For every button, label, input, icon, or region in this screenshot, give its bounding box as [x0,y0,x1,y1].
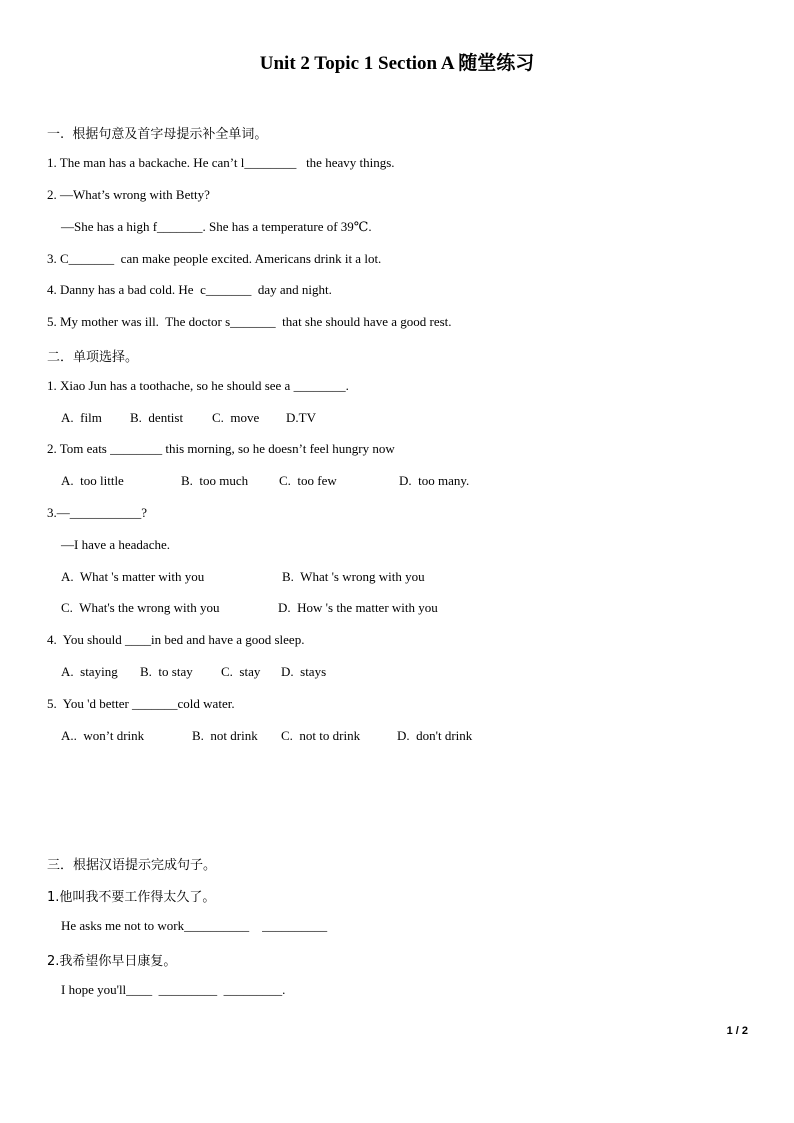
page-title: Unit 2 Topic 1 Section A 随堂练习 [259,53,535,74]
s2-q1-option-c: C. move [212,410,260,425]
s2-q3-option-d: D. How 's the matter with you [278,600,438,615]
s2-q1-option-d: D.TV [286,410,316,425]
s2-q5-option-b: B. not drink [192,728,258,743]
s2-q1-option-a: A. film [61,410,102,425]
s2-q3-option-b: B. What 's wrong with you [282,569,425,584]
s2-q1-stem: 1. Xiao Jun has a toothache, so he should see a ________. [47,378,349,393]
s2-q2-option-d: D. too many. [399,473,470,488]
s2-q2-stem: 2. Tom eats ________ this morning, so he doesn’t feel hungry now [47,441,395,456]
s2-q4-option-d: D. stays [281,664,327,679]
s2-q5-option-c: C. not to drink [281,728,361,743]
section-2-heading: 二．单项选择。 [47,350,139,365]
s2-q4-option-a: A. staying [61,664,118,679]
s2-q4-stem: 4. You should ____in bed and have a good sleep. [47,632,305,647]
s2-q4-option-b: B. to stay [140,664,193,679]
section-3-heading: 三．根据汉语提示完成句子。 [47,858,217,873]
s3-item-1-english: He asks me not to work__________ __________ [61,918,328,933]
s2-q3-option-a: A. What 's matter with you [61,569,205,584]
s1-item-5: 5. My mother was ill. The doctor s_______ that she should have a good rest. [47,314,452,329]
s1-item-1: 1. The man has a backache. He can’t l________ the heavy things. [47,155,395,170]
section-1-heading: 一. 根据句意及首字母提示补全单词。 [47,127,268,142]
s2-q2-option-a: A. too little [61,473,124,488]
page-number: 1 / 2 [726,1025,748,1037]
s2-q3-answer: —I have a headache. [61,537,170,552]
s1-item-4: 4. Danny has a bad cold. He c_______ day and night. [47,282,332,297]
s3-item-1-chinese: 1.他叫我不要工作得太久了。 [47,890,216,905]
s2-q2-option-c: C. too few [279,473,337,488]
s2-q3-option-c: C. What's the wrong with you [61,600,220,615]
s1-item-3: 3. C_______ can make people excited. Americans drink it a lot. [47,251,382,266]
s1-item-2: 2. —What’s wrong with Betty? [47,187,210,202]
s2-q3-stem: 3.—___________? [47,505,148,520]
s2-q5-option-d: D. don't drink [397,728,473,743]
s2-q2-option-b: B. too much [181,473,249,488]
s2-q5-stem: 5. You 'd better _______cold water. [47,696,235,711]
s2-q1-option-b: B. dentist [130,410,184,425]
s2-q4-option-c: C. stay [221,664,261,679]
s3-item-2-chinese: 2.我希望你早日康复。 [47,954,177,969]
s3-item-2-english: I hope you'll____ _________ _________. [61,982,286,997]
s2-q5-option-a: A.. won’t drink [61,728,145,743]
s1-item-2-answer: —She has a high f_______. She has a temperature of 39℃. [61,219,372,234]
